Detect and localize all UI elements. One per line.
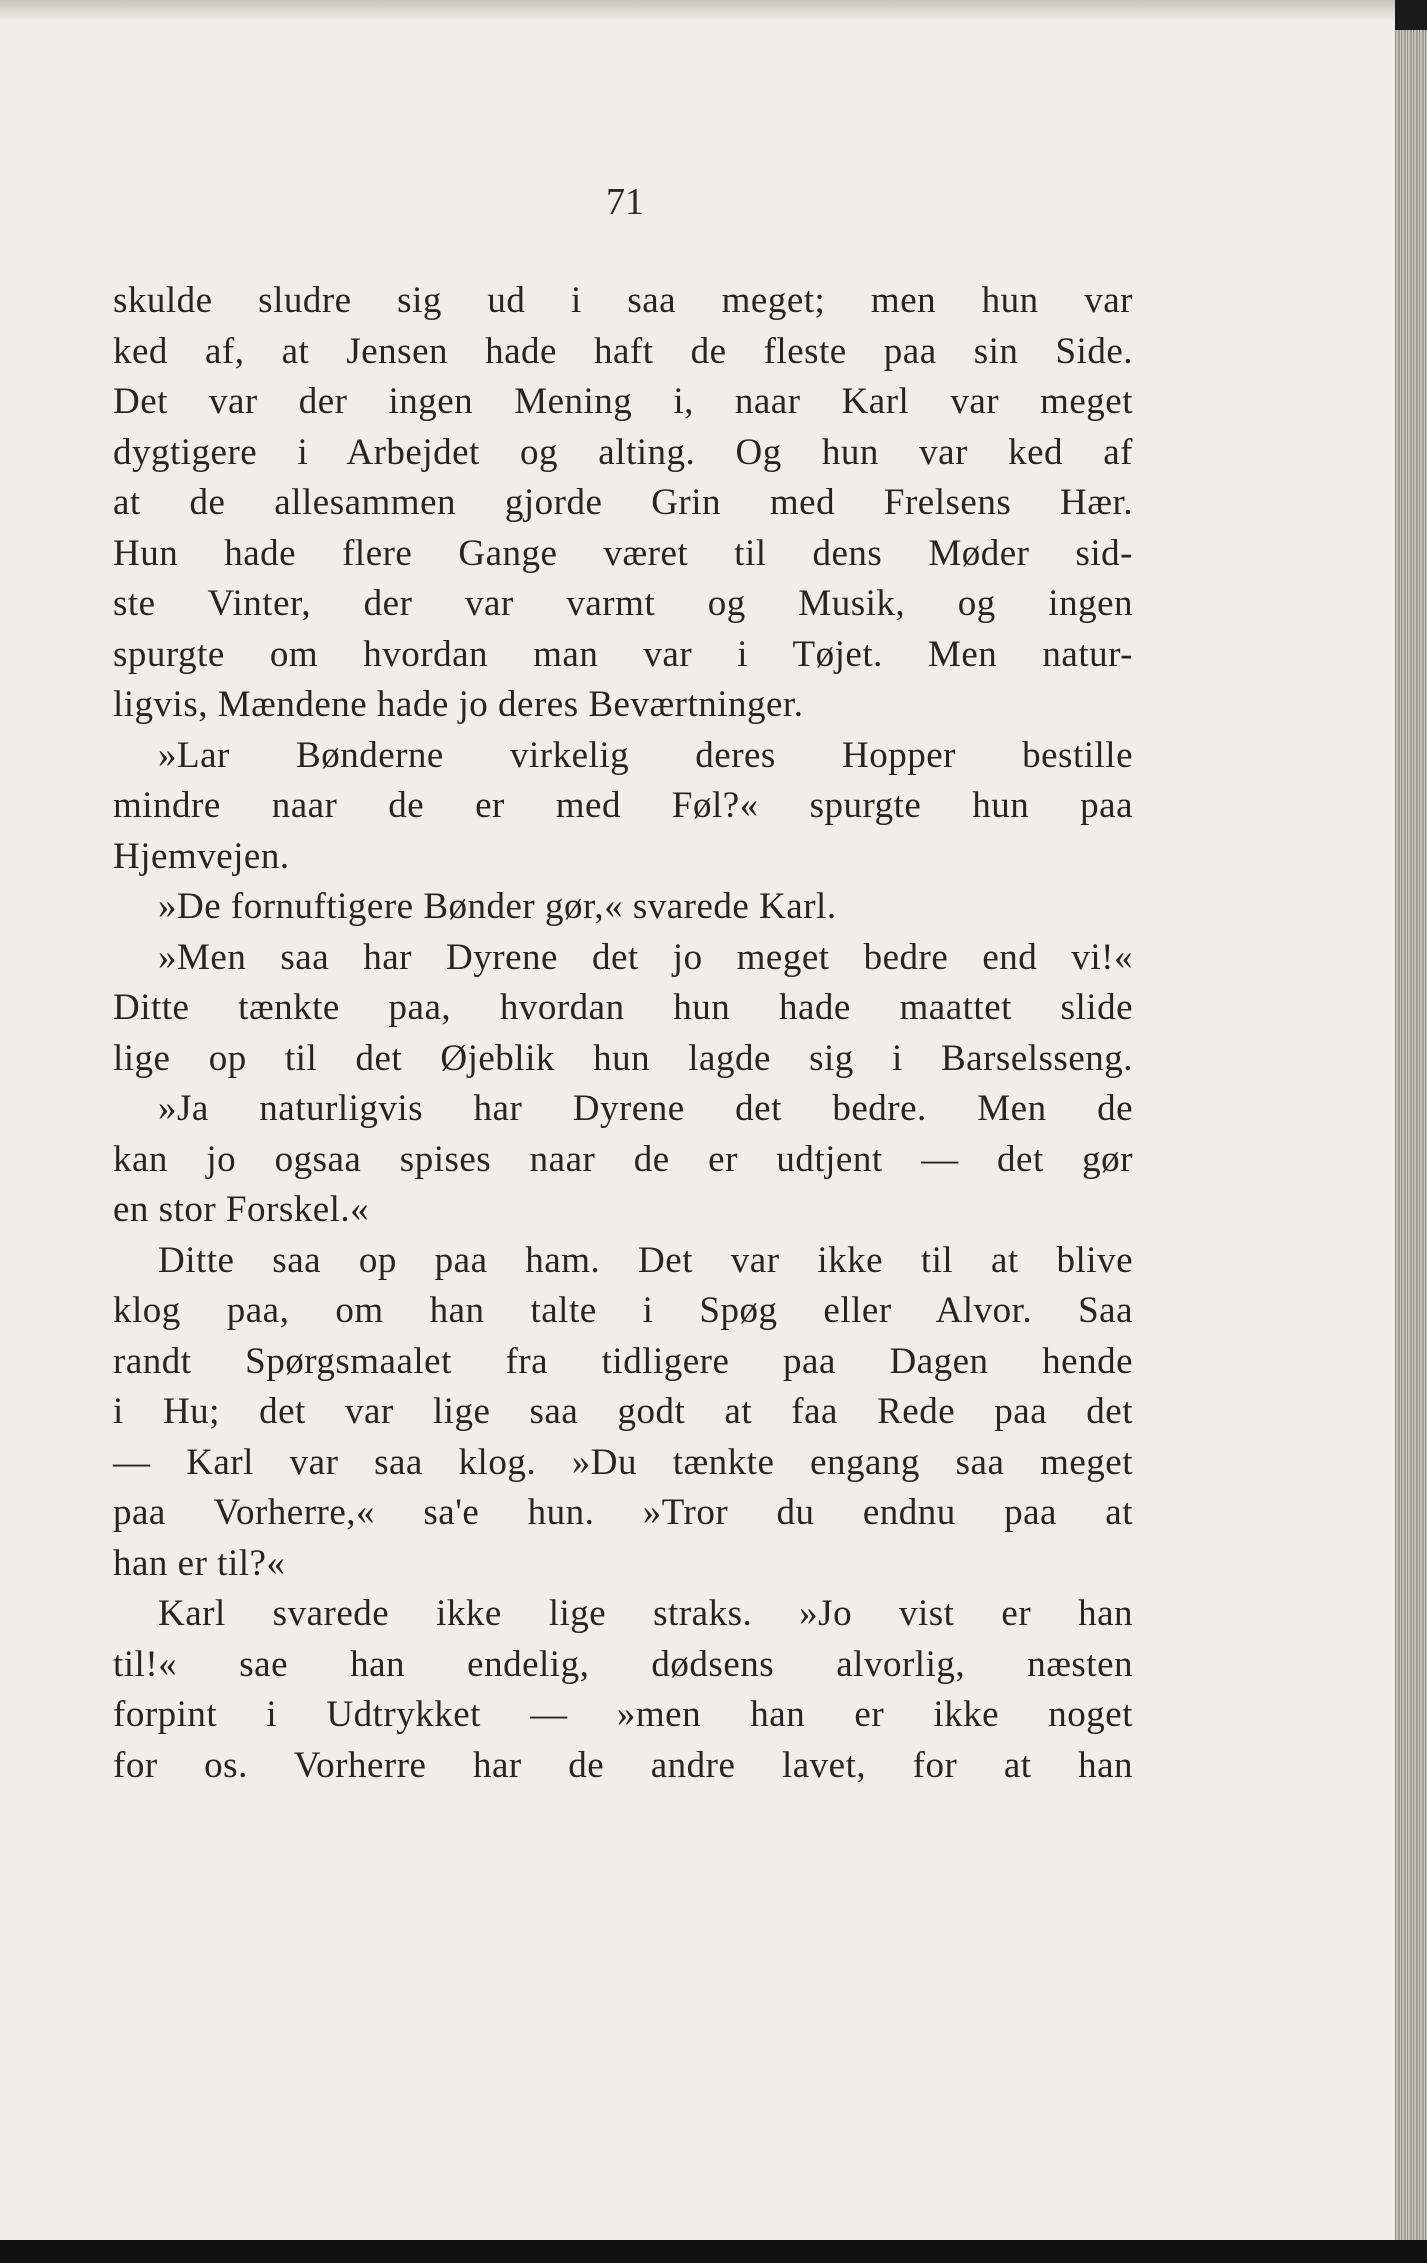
text-line: spurgte om hvordan man var i Tøjet. Men natur- <box>113 633 1133 675</box>
text-line: han er til?« <box>113 1542 286 1584</box>
book-page-edges <box>1395 30 1427 2240</box>
text-line: — Karl var saa klog. »Du tænkte engang saa meget <box>113 1441 1133 1483</box>
text-line: lige op til det Øjeblik hun lagde sig i Barselsseng. <box>113 1037 1133 1079</box>
text-line: randt Spørgsmaalet fra tidligere paa Dagen hende <box>113 1340 1133 1382</box>
text-line: »Lar Bønderne virkelig deres Hopper bestille <box>158 734 1133 776</box>
text-line: Hun hade flere Gange været til dens Møder sid- <box>113 532 1133 574</box>
body-text <box>113 276 1133 1791</box>
text-line: til!« sae han endelig, dødsens alvorlig, næsten <box>113 1643 1133 1685</box>
page-number: 71 <box>606 181 644 223</box>
text-line: Ditte tænkte paa, hvordan hun hade maattet slide <box>113 987 1133 1028</box>
text-line: forpint i Udtrykket — »men han er ikke noget <box>113 1694 1133 1735</box>
text-line: klog paa, om han talte i Spøg eller Alvor. Saa <box>113 1290 1133 1331</box>
text-line: en stor Forskel.« <box>113 1189 370 1230</box>
text-line: Ditte saa op paa ham. Det var ikke til at blive <box>158 1239 1133 1281</box>
text-line: ked af, at Jensen hade haft de fleste paa sin Side. <box>113 330 1133 372</box>
scan-bottom-border <box>0 2240 1427 2263</box>
text-line: i Hu; det var lige saa godt at faa Rede paa det <box>113 1391 1133 1432</box>
text-line: Hjemvejen. <box>113 835 290 877</box>
text-line: »Men saa har Dyrene det jo meget bedre end vi!« <box>158 936 1133 978</box>
text-line: dygtigere i Arbejdet og alting. Og hun var ked af <box>113 431 1133 473</box>
text-line: »Ja naturligvis har Dyrene det bedre. Men de <box>158 1088 1133 1129</box>
text-line: at de allesammen gjorde Grin med Frelsens Hær. <box>113 482 1133 523</box>
text-line: ligvis, Mændene hade jo deres Beværtninger. <box>113 684 804 725</box>
text-line: mindre naar de er med Føl?« spurgte hun paa <box>113 785 1133 826</box>
page-top-shadow <box>0 0 1395 22</box>
text-line: Det var der ingen Mening i, naar Karl var meget <box>113 381 1133 422</box>
text-line: for os. Vorherre har de andre lavet, for at han <box>113 1744 1133 1786</box>
text-line: paa Vorherre,« sa'e hun. »Tror du endnu paa at <box>113 1492 1133 1533</box>
text-line: Karl svarede ikke lige straks. »Jo vist er han <box>158 1593 1133 1634</box>
text-line: skulde sludre sig ud i saa meget; men hun var <box>113 280 1133 321</box>
text-line: ste Vinter, der var varmt og Musik, og ingen <box>113 583 1133 624</box>
text-line: »De fornuftigere Bønder gør,« svarede Karl. <box>158 886 837 927</box>
text-line: kan jo ogsaa spises naar de er udtjent — det gør <box>113 1138 1133 1180</box>
